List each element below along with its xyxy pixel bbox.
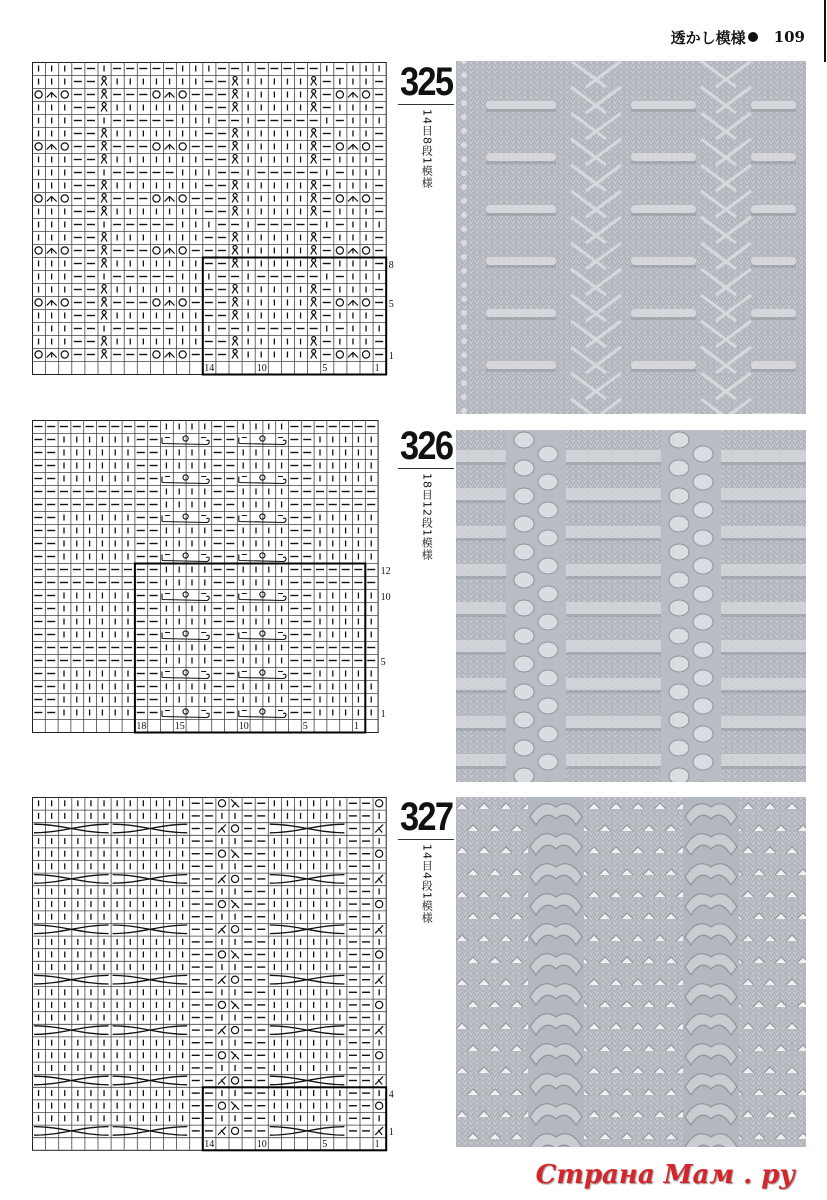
pattern-label-327 [398, 797, 454, 924]
label-divider [398, 468, 454, 469]
pattern-meta: 14目4段1模様 [420, 844, 434, 924]
swatch-photo-327 [456, 797, 806, 1147]
page-header [671, 22, 805, 52]
pattern-meta: 18目12段1模様 [420, 473, 434, 561]
bullet-icon [748, 32, 758, 42]
pattern-number: 325 [400, 60, 453, 104]
chart-325 [32, 62, 406, 388]
pattern-number: 326 [400, 424, 453, 468]
swatch-photo-326 [456, 430, 806, 782]
svg-text:5: 5 [302, 721, 308, 732]
svg-text:5: 5 [322, 363, 328, 374]
pattern-number: 327 [400, 795, 453, 839]
svg-text:10: 10 [256, 363, 267, 374]
svg-text:5: 5 [388, 299, 394, 310]
svg-text:10: 10 [256, 1138, 267, 1150]
pattern-label-325 [398, 62, 454, 189]
svg-text:10: 10 [380, 592, 391, 603]
chart-326 [32, 420, 398, 746]
svg-text:18: 18 [136, 721, 147, 732]
svg-text:1: 1 [388, 351, 394, 362]
svg-text:1: 1 [354, 721, 359, 732]
header-divider [824, 0, 826, 62]
svg-text:14: 14 [204, 1138, 215, 1150]
svg-text:1: 1 [374, 1138, 380, 1150]
pattern-label-326 [398, 426, 454, 561]
svg-text:5: 5 [380, 657, 386, 668]
svg-text:4: 4 [388, 1089, 394, 1101]
label-divider [398, 839, 454, 840]
svg-text:1: 1 [388, 1127, 394, 1139]
swatch-photo-325 [456, 61, 806, 414]
section-title: 透かし模様 [670, 28, 746, 47]
svg-text:5: 5 [322, 1138, 328, 1150]
svg-text:8: 8 [388, 260, 394, 271]
svg-text:10: 10 [238, 721, 249, 732]
svg-text:15: 15 [174, 721, 185, 732]
svg-text:12: 12 [380, 566, 391, 577]
chart-327 [32, 797, 406, 1164]
label-divider [398, 104, 454, 105]
pattern-meta: 14目8段1模様 [420, 109, 434, 189]
watermark-logo: Страна Мам . ру [535, 1160, 795, 1190]
svg-text:14: 14 [204, 363, 215, 374]
svg-text:1: 1 [374, 363, 380, 374]
page-number: 109 [773, 28, 805, 46]
svg-text:1: 1 [380, 709, 386, 720]
